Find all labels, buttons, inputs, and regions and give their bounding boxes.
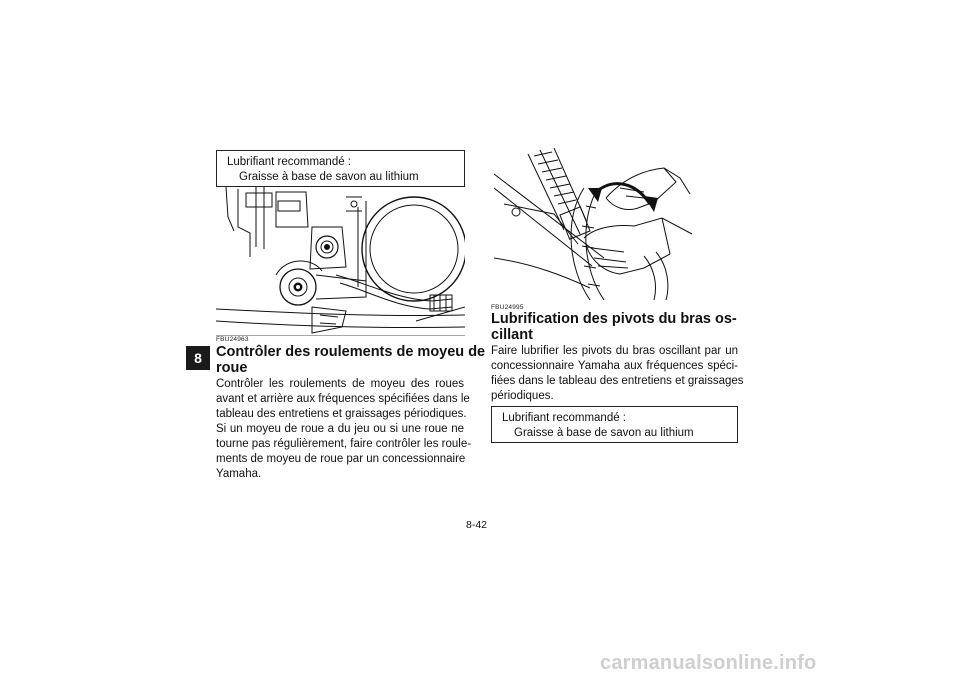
- heading-line: Lubrification des pivots du bras os-: [491, 311, 737, 327]
- wheel-hands-illustration: [494, 148, 692, 300]
- heading-line: Contrôler des roulements de moyeu de: [216, 344, 486, 360]
- body-paragraph-hub-bearings: [216, 377, 472, 482]
- body-line: Faire lubrifier les pivots du bras oscillant par un: [491, 345, 738, 357]
- lubricant-title: Lubrifiant recommandé :: [227, 156, 352, 168]
- body-paragraph-swingarm-pivots: [491, 344, 744, 404]
- section-reference-code: FBU24963: [216, 336, 249, 343]
- section-heading-swingarm-pivots: [491, 311, 739, 343]
- body-line: tableau des entretiens et graissages périodiques.: [216, 408, 467, 420]
- body-line: concessionnaire Yamaha aux fréquences spéci-: [491, 360, 738, 372]
- section-heading-hub-bearings: [216, 344, 486, 376]
- lubricant-box-right: [491, 406, 738, 443]
- body-line: avant et arrière aux fréquences spécifiées dans le: [216, 393, 470, 405]
- body-line: tourne pas régulièrement, faire contrôler les roule-: [216, 438, 472, 450]
- body-line: fiées dans le tableau des entretiens et graissages: [491, 375, 744, 387]
- heading-line: cillant: [491, 327, 533, 343]
- body-line: Contrôler les roulements de moyeu des roues: [216, 378, 464, 390]
- rotation-arrow-icon: [594, 184, 650, 204]
- engine-hub-illustration: [216, 187, 465, 336]
- page-number: 8-42: [466, 519, 488, 531]
- body-line: ments de moyeu de roue par un concessionnaire: [216, 453, 466, 465]
- lubricant-value: Graisse à base de savon au lithium: [239, 171, 419, 183]
- lubricant-box-left: [216, 150, 465, 187]
- lubricant-title: Lubrifiant recommandé :: [502, 412, 627, 424]
- section-reference-code: FBU24995: [491, 304, 524, 311]
- heading-line: roue: [216, 360, 248, 376]
- chapter-tab: 8: [186, 346, 210, 370]
- body-line: Yamaha.: [216, 468, 262, 480]
- lubricant-value: Graisse à base de savon au lithium: [514, 427, 694, 439]
- body-line: Si un moyeu de roue a du jeu ou si une roue ne: [216, 423, 464, 435]
- watermark: carmanualsonline.info: [600, 652, 817, 674]
- body-line: périodiques.: [491, 390, 554, 402]
